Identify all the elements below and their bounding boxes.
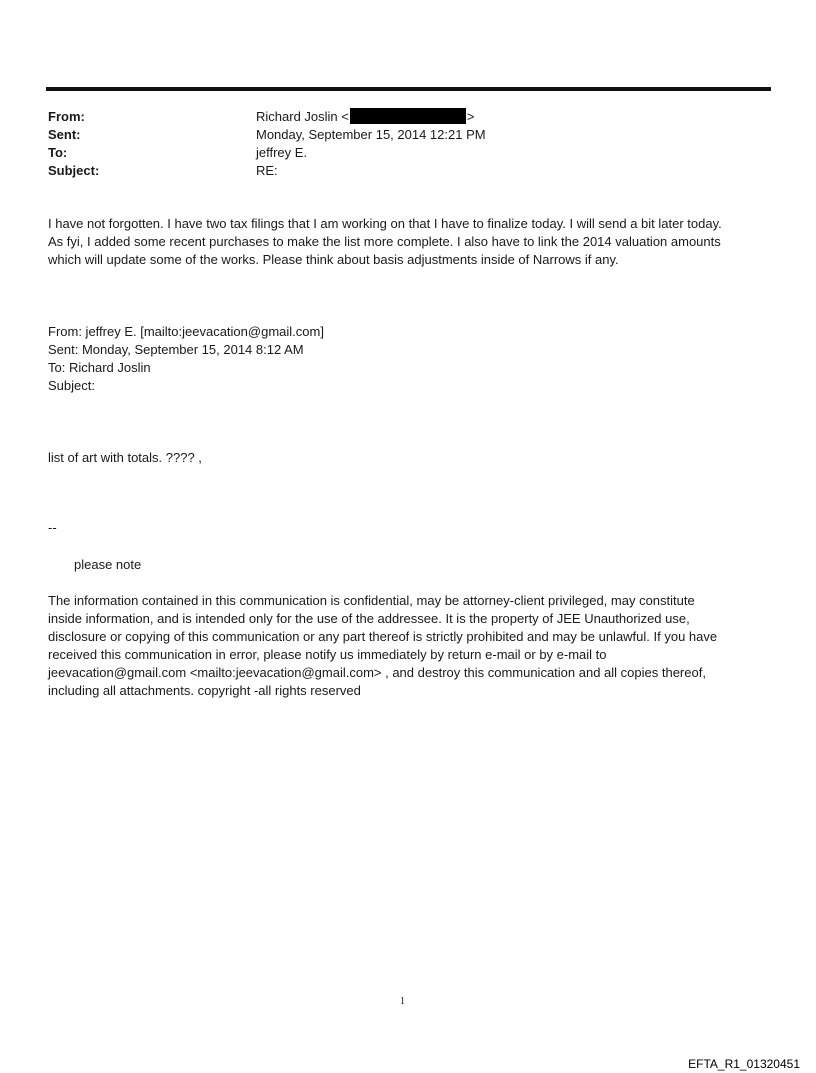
from-row: [48, 108, 748, 126]
quoted-header: [48, 323, 768, 395]
disclaimer: [48, 592, 768, 700]
from-name: Richard Joslin: [256, 109, 338, 124]
to-row: [48, 144, 748, 162]
email-header: [48, 108, 748, 180]
subject-row: [48, 162, 748, 180]
signature-separator: --: [48, 520, 57, 535]
from-close-bracket: >: [466, 109, 475, 124]
body-line: which will update some of the works. Please think about basis adjustments inside of Narrows if any.: [48, 252, 619, 267]
quoted-message: list of art with totals. ???? ,: [48, 450, 202, 465]
disclaimer-line: The information contained in this communication is confidential, may be attorney-client privileged, may constitute: [48, 593, 695, 608]
redaction-box: [350, 108, 466, 124]
disclaimer-line: jeevacation@gmail.com <mailto:jeevacation@gmail.com> , and destroy this communication and all copies thereof,: [48, 665, 706, 680]
disclaimer-line: inside information, and is intended only for the use of the addressee. It is the property of JEE Unauthorized use,: [48, 611, 690, 626]
quoted-from-line: From: jeffrey E. [mailto:jeevacation@gmail.com]: [48, 324, 324, 339]
from-open-bracket: <: [341, 109, 349, 124]
sent-value: Monday, September 15, 2014 12:21 PM: [256, 127, 486, 142]
disclaimer-line: disclosure or copying of this communication or any part thereof is strictly prohibited and may be unlawful. If you have: [48, 629, 718, 644]
header-rule: [46, 87, 771, 91]
subject-label: Subject:: [48, 163, 100, 178]
body-line: I have not forgotten. I have two tax filings that I am working on that I have to finalize today. I will send a bit later today.: [48, 216, 722, 231]
document-id: EFTA_R1_01320451: [688, 1057, 800, 1071]
body-line: As fyi, I added some recent purchases to make the list more complete. I also have to link the 2014 valuation amounts: [48, 234, 721, 249]
please-note: please note: [74, 557, 142, 572]
subject-value: RE:: [256, 163, 278, 178]
page-number: 1: [400, 996, 405, 1007]
disclaimer-line: received this communication in error, please notify us immediately by return e-mail or by e-mail to: [48, 647, 607, 662]
to-label: To:: [48, 145, 68, 160]
from-label: From:: [48, 109, 85, 124]
quoted-to-line: To: Richard Joslin: [48, 360, 151, 375]
quoted-subject-line: Subject:: [48, 378, 95, 393]
from-value: [256, 108, 474, 126]
sent-row: [48, 126, 748, 144]
email-body: [48, 215, 768, 269]
disclaimer-line: including all attachments. copyright -all rights reserved: [48, 683, 361, 698]
to-value: jeffrey E.: [256, 145, 308, 160]
quoted-sent-line: Sent: Monday, September 15, 2014 8:12 AM: [48, 342, 304, 357]
sent-label: Sent:: [48, 127, 81, 142]
